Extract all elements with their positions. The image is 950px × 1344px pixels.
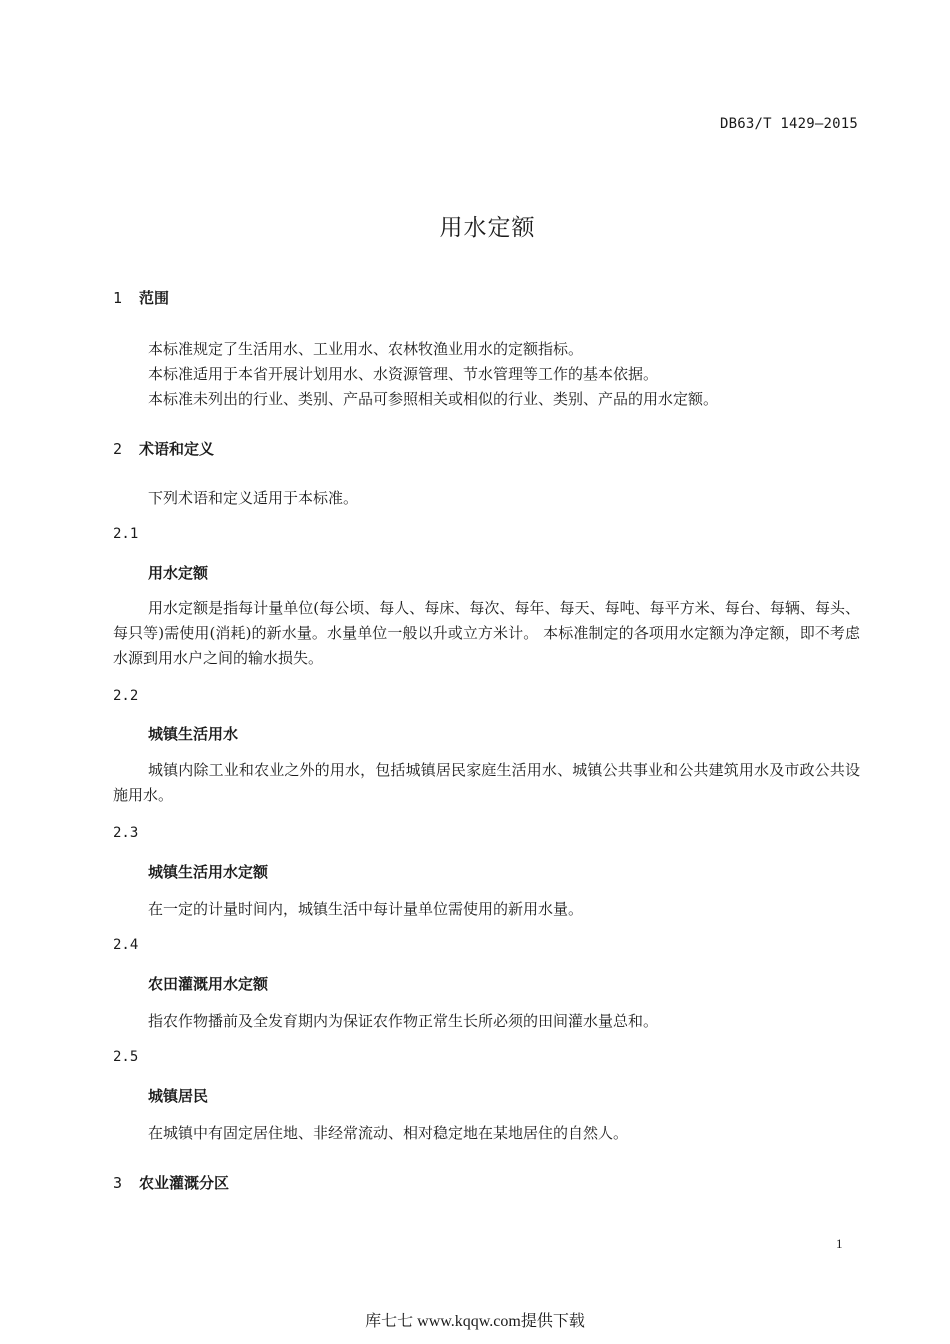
paragraph: 本标准适用于本省开展计划用水、水资源管理、节水管理等工作的基本依据。 — [148, 365, 659, 383]
clause-number: 2.4 — [113, 937, 139, 953]
term-heading: 城镇生活用水 — [148, 725, 239, 743]
page-title: 用水定额 — [439, 215, 536, 241]
footer-watermark: 库七七 www.kqqw.com提供下载 — [365, 1313, 585, 1330]
section-number: 2 — [113, 440, 123, 458]
clause-number: 2.5 — [113, 1049, 139, 1065]
section-1-heading — [113, 287, 169, 308]
term-heading: 城镇生活用水定额 — [148, 863, 269, 881]
clause-number: 2.2 — [113, 688, 139, 704]
term-definition: 用水定额是指每计量单位(每公顷、每人、每床、每次、每年、每天、每吨、每平方米、每台、每辆、每头、每只等)需使用(消耗)的新水量。水量单位一般以升或立方米计。 本标准制定的各项用水定额为净定额，即不考虑水源到用水户之间的输水损失。 — [113, 599, 860, 667]
clause-number: 2.3 — [113, 825, 139, 841]
page-number: 1 — [836, 1236, 843, 1251]
term-definition: 在一定的计量时间内，城镇生活中每计量单位需使用的新用水量。 — [148, 900, 584, 918]
paragraph: 本标准未列出的行业、类别、产品可参照相关或相似的行业、类别、产品的用水定额。 — [148, 390, 719, 408]
clause-number: 2.1 — [113, 526, 139, 542]
section-title: 范围 — [139, 289, 170, 307]
term-definition: 指农作物播前及全发育期内为保证农作物正常生长所必须的田间灌水量总和。 — [148, 1012, 659, 1030]
section-title: 术语和定义 — [139, 440, 215, 458]
section-title: 农业灌溉分区 — [139, 1174, 230, 1192]
section-number: 3 — [113, 1174, 123, 1192]
document-code: DB63/T 1429—2015 — [719, 116, 858, 132]
term-heading: 农田灌溉用水定额 — [148, 975, 269, 993]
term-heading: 用水定额 — [148, 564, 209, 582]
section-3-heading — [113, 1172, 229, 1193]
term-definition: 在城镇中有固定居住地、非经常流动、相对稳定地在某地居住的自然人。 — [148, 1124, 629, 1142]
section-2-heading — [113, 438, 214, 459]
term-definition: 城镇内除工业和农业之外的用水，包括城镇居民家庭生活用水、城镇公共事业和公共建筑用水及市政公共设施用水。 — [113, 761, 860, 804]
paragraph: 本标准规定了生活用水、工业用水、农林牧渔业用水的定额指标。 — [148, 340, 584, 358]
term-heading: 城镇居民 — [148, 1087, 209, 1105]
paragraph: 下列术语和定义适用于本标准。 — [148, 489, 359, 507]
section-number: 1 — [113, 289, 123, 307]
